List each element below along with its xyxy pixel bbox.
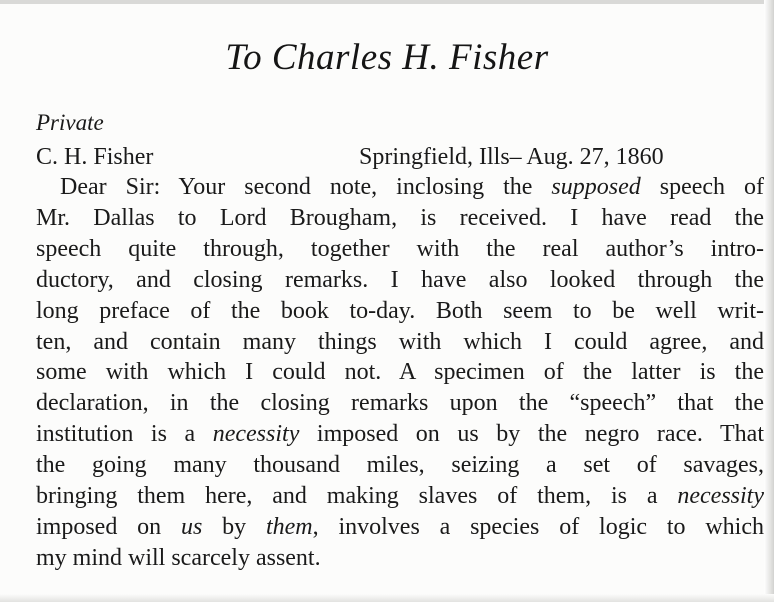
body-text: ten, and contain many things with which I could agree, and — [36, 328, 764, 355]
body-line — [36, 234, 764, 264]
body-text: ductory, and closing remarks. I have also looked through the — [36, 266, 764, 293]
body-line — [36, 296, 764, 326]
italic-text: us — [180, 513, 203, 540]
body-line — [36, 543, 764, 573]
body-line — [36, 388, 764, 418]
page-top-edge — [0, 0, 774, 4]
body-text: institution is a — [36, 421, 213, 448]
dateline: Springfield, Ills– Aug. 27, 1860 — [359, 144, 664, 170]
body-text: some with which I could not. A specimen of the latter is the — [36, 359, 764, 386]
body-text: bringing them here, and making slaves of them, is a — [36, 483, 678, 509]
letter-title: To Charles H. Fisher — [225, 37, 549, 78]
body-text: imposed on — [36, 513, 181, 540]
italic-text: necessity — [677, 483, 764, 509]
italic-text: them — [265, 513, 313, 540]
body-line — [36, 481, 764, 511]
body-line — [36, 327, 764, 357]
body-text: Mr. Dallas to Lord Brougham, is received. I have read the — [36, 204, 764, 231]
privacy-note: Private — [36, 110, 104, 135]
body-text: speech quite through, together with the real author’s intro- — [36, 235, 764, 262]
body-text: Dear Sir: Your second note, inclosing the — [60, 174, 552, 200]
body-line — [36, 357, 764, 387]
italic-text: necessity — [212, 421, 300, 448]
body-text: my mind will scarcely assent. — [36, 544, 321, 571]
body-line — [36, 512, 764, 542]
body-line — [36, 172, 764, 202]
body-text: imposed on us by the negro race. That — [299, 421, 764, 448]
body-line — [36, 450, 764, 480]
italic-text: supposed — [551, 174, 641, 200]
body-text: the going many thousand miles, seizing a set of savages, — [36, 452, 764, 479]
body-line — [36, 203, 764, 233]
body-text: declaration, in the closing remarks upon the “speech” that the — [36, 390, 764, 417]
body-line — [36, 265, 764, 295]
body-text: long preface of the book to-day. Both seem to be well writ- — [36, 297, 764, 324]
recipient-name: C. H. Fisher — [36, 144, 154, 170]
body-line — [36, 419, 764, 449]
page-bottom-edge — [0, 594, 774, 602]
body-text: by — [202, 513, 266, 540]
page-right-edge — [764, 0, 774, 602]
body-text: , involves a species of logic to which — [312, 513, 765, 540]
body-text: speech of — [640, 174, 764, 200]
